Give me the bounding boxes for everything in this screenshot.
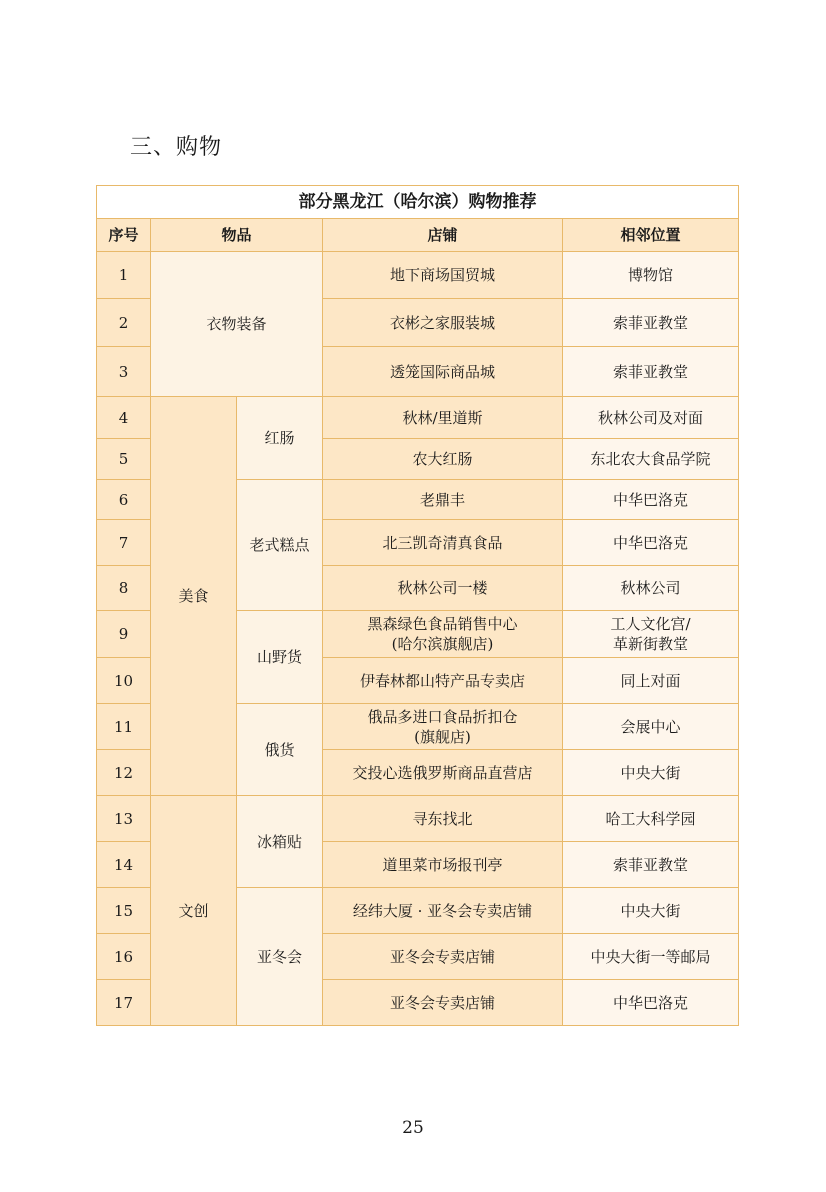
store-cell: 农大红肠 [323,439,563,480]
location-cell: 中央大街 [563,888,739,934]
row-index: 7 [97,520,151,566]
row-index: 3 [97,347,151,397]
store-line-2: (旗舰店) [414,727,471,746]
table-row [97,796,739,842]
location-cell [563,611,739,658]
row-index: 5 [97,439,151,480]
row-index: 13 [97,796,151,842]
row-index: 2 [97,299,151,347]
location-cell: 中华巴洛克 [563,480,739,520]
subcategory-asian-winter-games: 亚冬会 [237,888,323,1026]
table-row [97,252,739,299]
category-culture: 文创 [151,796,237,1026]
subcategory-pastry: 老式糕点 [237,480,323,611]
location-cell: 索菲亚教堂 [563,299,739,347]
subcategory-wild-goods: 山野货 [237,611,323,704]
table-row [97,397,739,439]
location-cell: 同上对面 [563,658,739,704]
row-index: 12 [97,750,151,796]
store-cell: 地下商场国贸城 [323,252,563,299]
row-index: 9 [97,611,151,658]
location-cell: 博物馆 [563,252,739,299]
store-cell: 交投心选俄罗斯商品直营店 [323,750,563,796]
row-index: 8 [97,566,151,611]
location-cell: 秋林公司 [563,566,739,611]
store-cell: 经纬大厦 · 亚冬会专卖店铺 [323,888,563,934]
store-cell: 寻东找北 [323,796,563,842]
row-index: 15 [97,888,151,934]
table-caption: 部分黑龙江（哈尔滨）购物推荐 [97,186,739,219]
row-index: 17 [97,980,151,1026]
location-cell: 会展中心 [563,704,739,750]
section-title: 三、购物 [130,135,223,160]
table-header-row [97,219,739,252]
store-cell: 亚冬会专卖店铺 [323,934,563,980]
store-line-1: 俄品多进口食品折扣仓 [367,707,518,726]
location-cell: 东北农大食品学院 [563,439,739,480]
row-index: 11 [97,704,151,750]
store-cell: 透笼国际商品城 [323,347,563,397]
subcategory-sausage: 红肠 [237,397,323,480]
page-number: 25 [402,1118,424,1138]
header-store: 店铺 [323,219,563,252]
location-cell: 秋林公司及对面 [563,397,739,439]
category-food: 美食 [151,397,237,796]
store-line-2: (哈尔滨旗舰店) [391,635,494,653]
row-index: 14 [97,842,151,888]
subcategory-russian-goods: 俄货 [237,704,323,796]
store-cell [323,611,563,658]
store-line-1: 黑森绿色食品销售中心 [367,615,518,633]
store-cell: 伊春林都山特产品专卖店 [323,658,563,704]
store-cell: 衣彬之家服装城 [323,299,563,347]
row-index: 1 [97,252,151,299]
category-clothing: 衣物装备 [151,252,323,397]
store-cell: 老鼎丰 [323,480,563,520]
header-location: 相邻位置 [563,219,739,252]
row-index: 10 [97,658,151,704]
header-index: 序号 [97,219,151,252]
location-cell: 索菲亚教堂 [563,842,739,888]
store-cell [323,704,563,750]
row-index: 4 [97,397,151,439]
location-line-1: 工人文化宫/ [610,615,691,633]
store-cell: 秋林/里道斯 [323,397,563,439]
location-cell: 中央大街一等邮局 [563,934,739,980]
shopping-table [96,185,739,1026]
location-line-2: 革新街教堂 [613,635,689,653]
header-item: 物品 [151,219,323,252]
store-cell: 北三凯奇清真食品 [323,520,563,566]
row-index: 6 [97,480,151,520]
location-cell: 中华巴洛克 [563,520,739,566]
subcategory-fridge-magnet: 冰箱贴 [237,796,323,888]
location-cell: 中华巴洛克 [563,980,739,1026]
store-cell: 秋林公司一楼 [323,566,563,611]
location-cell: 中央大街 [563,750,739,796]
location-cell: 索菲亚教堂 [563,347,739,397]
store-cell: 亚冬会专卖店铺 [323,980,563,1026]
row-index: 16 [97,934,151,980]
store-cell: 道里菜市场报刊亭 [323,842,563,888]
location-cell: 哈工大科学园 [563,796,739,842]
